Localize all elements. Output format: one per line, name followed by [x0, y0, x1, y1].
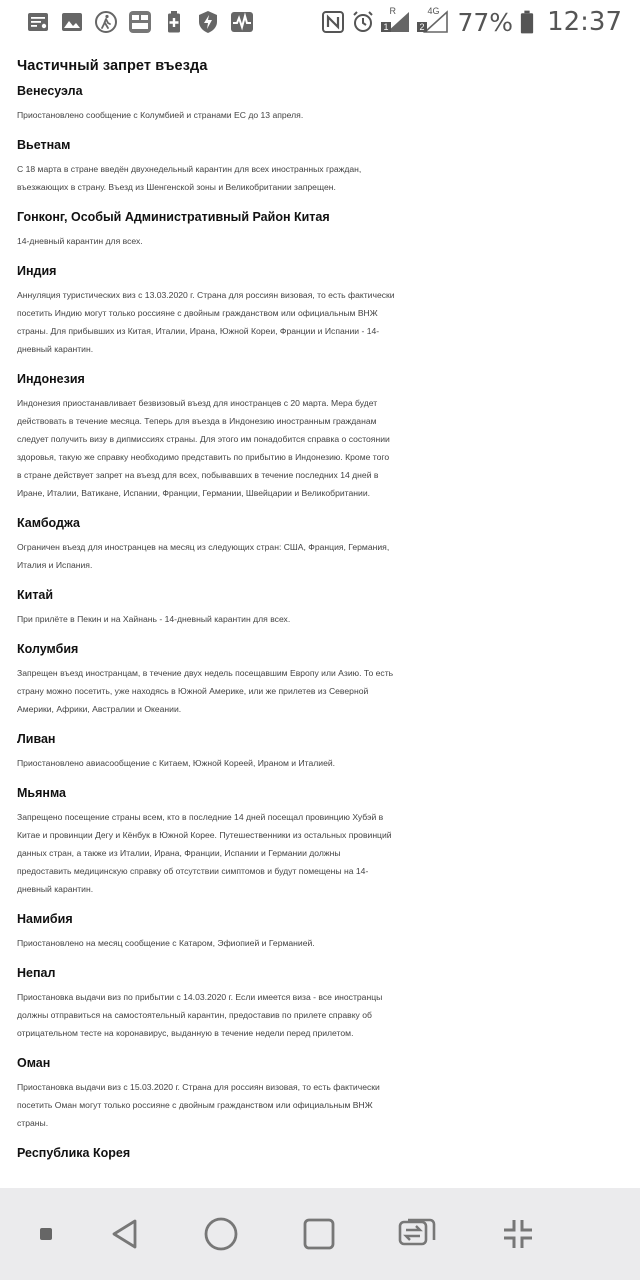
country-section — [16, 966, 396, 1042]
status-bar — [0, 0, 640, 44]
country-description: Индонезия приостанавливает безвизовый въезд для иностранцев с 20 марта. Мера будет действовать в течение месяца. Теперь для въезда в Индонезию иностранным гражданам следует получить визу в дипмиссиях страны. Для этого им понадобится справка о состоянии здоровья, такую же справку необходимо представить по прибытию в Индонезию. Кроме того в стране действует запрет на въезд для всех, побывавших в течение последних 14 дней в Иране, Италии, Ватикане, Испании, Франции, Германии, Швейцарии и Великобритании. — [17, 398, 390, 498]
country-section — [16, 516, 396, 574]
country-name: Индия — [17, 264, 57, 278]
country-section — [16, 786, 396, 898]
sim2-slot: 2 — [419, 22, 425, 32]
country-section — [16, 1146, 396, 1160]
signal-icon — [381, 6, 411, 34]
country-section — [16, 138, 396, 196]
back-button[interactable] — [100, 1188, 150, 1280]
dot-button[interactable] — [34, 1188, 58, 1280]
square-dot-icon — [40, 1228, 52, 1240]
country-name: Индонезия — [17, 372, 85, 386]
country-name: Республика Корея — [17, 1146, 131, 1160]
country-description: Запрещено посещение страны всем, кто в последние 14 дней посещал провинцию Хубэй в Китае и провинции Дегу и Кёнбук в Южной Корее. Путешественники из остальных провинций данных стран, а также из Италии, Ирана, Франции, Испании и Германии должны предоставить медицинскую справку об отсутствии симптомов и будут помещены на 14-дневный карантин. — [17, 812, 392, 894]
country-name: Венесуэла — [17, 84, 83, 98]
home-circle-icon — [203, 1216, 239, 1252]
country-description: Приостановлено авиасообщение с Китаем, Южной Кореей, Ираном и Италией. — [17, 758, 336, 768]
country-section — [16, 264, 396, 358]
page-content — [0, 44, 640, 1188]
battery-icon — [519, 10, 535, 34]
collapse-arrows-icon — [502, 1218, 534, 1250]
country-section — [16, 1056, 396, 1132]
country-description: Приостановлено на месяц сообщение с Катаром, Эфиопией и Германией. — [17, 938, 315, 948]
navigation-bar — [0, 1188, 640, 1280]
country-name: Ливан — [17, 732, 56, 746]
country-description: С 18 марта в стране введён двухнедельный карантин для всех иностранных граждан, въезжающих в страну. Въезд из Шенгенской зоны и Великобритании запрещен. — [17, 164, 362, 192]
country-description: Приостановлено сообщение с Колумбией и странами ЕС до 13 апреля. — [17, 110, 304, 120]
country-section — [16, 642, 396, 718]
nfc-icon — [321, 10, 345, 34]
shield-bolt-icon — [196, 10, 220, 34]
country-section — [16, 732, 396, 772]
country-description: Приостановка выдачи виз с 15.03.2020 г. Страна для россиян визовая, то есть фактически посетить Оман могут только россияне с двойным гражданством или официальным ВНЖ страны. — [17, 1082, 380, 1128]
country-section — [16, 210, 396, 250]
country-section — [16, 912, 396, 952]
country-name: Намибия — [17, 912, 73, 926]
app-icon — [128, 10, 152, 34]
back-triangle-icon — [108, 1217, 142, 1251]
storage-icon — [26, 10, 50, 34]
sim2-label: 4G — [427, 6, 440, 16]
gallery-icon — [60, 10, 84, 34]
page-title: Частичный запрет въезда — [17, 58, 208, 74]
country-section — [16, 84, 396, 124]
country-list — [16, 84, 624, 1160]
recents-button[interactable] — [294, 1188, 344, 1280]
home-button[interactable] — [196, 1188, 246, 1280]
country-name: Колумбия — [17, 642, 79, 656]
clock: 12:37 — [547, 7, 622, 37]
country-name: Камбоджа — [17, 516, 80, 530]
country-description: Приостановка выдачи виз по прибытии с 14.03.2020 г. Если имеется виза - все иностранцы должны отправиться на самостоятельный карантин, предоставив по прилете справку об отрицательном тесте на коронавирус, выданную в течение недели перед прилетом. — [17, 992, 383, 1038]
swap-windows-icon — [397, 1217, 437, 1251]
country-name: Вьетнам — [17, 138, 71, 152]
country-description: Запрещен въезд иностранцам, в течение двух недель посещавшим Европу или Азию. То есть страну можно посетить, уже находясь в Южной Америке, или же прилетев из Северной Америки, Африки, Австралии и Океании. — [17, 668, 394, 714]
sim1-slot: 1 — [383, 22, 389, 32]
notification-icons — [0, 10, 254, 34]
swap-button[interactable] — [392, 1188, 442, 1280]
system-status — [321, 0, 622, 44]
country-description: При прилёте в Пекин и на Хайнань - 14-дневный карантин для всех. — [17, 614, 291, 624]
country-section — [16, 588, 396, 628]
country-name: Гонконг, Особый Административный Район Китая — [17, 210, 330, 224]
country-name: Мьянма — [17, 786, 66, 800]
country-description: 14-дневный карантин для всех. — [17, 236, 143, 246]
country-name: Оман — [17, 1056, 51, 1070]
country-description: Ограничен въезд для иностранцев на месяц из следующих стран: США, Франция, Германия, Италия и Испания. — [17, 542, 390, 570]
country-name: Китай — [17, 588, 54, 602]
recents-square-icon — [302, 1217, 336, 1251]
country-section — [16, 372, 396, 502]
sim1-label: R — [389, 6, 396, 16]
country-name: Непал — [17, 966, 56, 980]
battery-percent: 77% — [457, 7, 514, 37]
walk-icon — [94, 10, 118, 34]
country-description: Аннуляция туристических виз с 13.03.2020 г. Страна для россиян визовая, то есть фактически посетить Индию могут только россияне с двойным гражданством или официальным ВНЖ страны. Для прибывших из Китая, Италии, Ирана, Южной Кореи, Франции и Испании - 14-дневный карантин. — [17, 290, 395, 354]
alarm-icon — [351, 10, 375, 34]
signal-2-icon — [417, 6, 451, 34]
collapse-button[interactable] — [496, 1188, 540, 1280]
battery-saver-icon — [162, 10, 186, 34]
activity-icon — [230, 10, 254, 34]
